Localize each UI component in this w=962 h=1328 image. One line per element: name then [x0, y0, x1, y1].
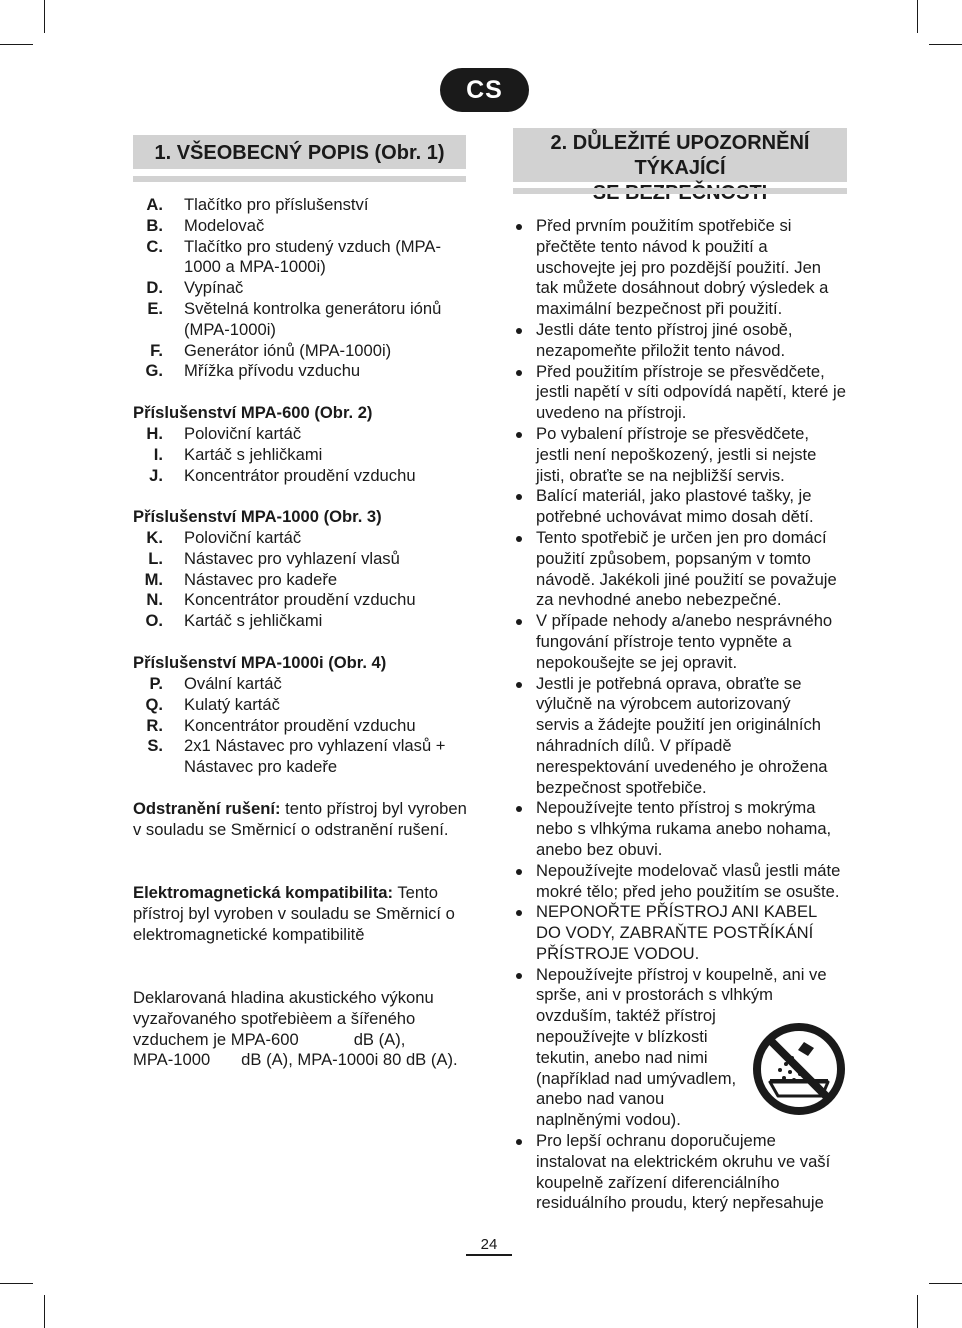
accessories-1000-title: Příslušenství MPA-1000 (Obr. 3): [133, 507, 382, 526]
item-text: Tlačítko pro příslušenství: [184, 195, 369, 214]
list-item: Balící materiál, jako plastové tašky, je potřebné uchovávat mimo dosah dětí.: [513, 486, 853, 528]
list-item: [133, 611, 467, 632]
accessories-600-list: [133, 424, 467, 486]
noise-model: MPA-1000: [133, 1050, 211, 1070]
list-item: [133, 549, 467, 570]
list-item: [133, 299, 467, 341]
item-text: Kartáč s jehličkami: [184, 444, 323, 464]
crop-mark: [0, 1283, 33, 1284]
section-1-title: 1. VŠEOBECNÝ POPIS (Obr. 1): [133, 135, 466, 169]
emc-text: Tento přístroj byl vyroben v souladu se Směrnicí o elektromagnetické kompatibilitě: [133, 883, 455, 944]
item-letter: O.: [145, 611, 163, 631]
list-item: Pro lepší ochranu doporučujeme instalovat na elektrickém okruhu ve vaší koupelně zařízení diferenciálního residuálního proudu, který nepřesahuje: [513, 1131, 853, 1214]
list-item: [133, 736, 467, 778]
interference-text: tento přístroj byl vyroben v souladu se Směrnicí o odstranění rušení.: [133, 799, 467, 839]
interference-label: Odstranění rušení:: [133, 799, 281, 818]
list-item: Nepoužívejte modelovač vlasů jestli máte mokré tělo; před jeho použitím se osušte.: [513, 861, 853, 903]
list-item: Jestli je potřebná oprava, obraťte se výlučně na výrobcem autorizovaný servis a žádejte použití jen originálních náhradních dílů. V případě nerespektování uvedeného je ohrožena bezpečnost spotřebiče.: [513, 674, 853, 799]
item-letter: Q.: [145, 694, 163, 714]
item-letter: B.: [146, 215, 163, 235]
list-item: Jestli dáte tento přístroj jiné osobě, nezapomeňte přiložit tento návod.: [513, 320, 853, 362]
list-item: [133, 361, 467, 382]
item-text: Koncentrátor proudění vzduchu: [184, 715, 416, 735]
item-text: Kartáč s jehličkami: [184, 611, 323, 631]
list-item: [133, 716, 467, 737]
noise-paragraph: [133, 988, 467, 1071]
item-letter: L.: [148, 548, 163, 568]
item-letter: E.: [147, 298, 163, 318]
list-item: Před použitím přístroje se přesvědčete, jestli napětí v síti odpovídá napětí, které je uvedeno na přístroji.: [513, 362, 853, 424]
accessories-1000i-list: [133, 674, 467, 778]
section-2-title: [513, 128, 847, 182]
accessories-1000i-title: Příslušenství MPA-1000i (Obr. 4): [133, 653, 387, 672]
item-letter: S.: [147, 736, 163, 756]
bath-warning-text: Nepoužívejte přístroj v koupelně, ani ve sprše, ani v prostorách s vlhkým: [536, 964, 827, 1005]
section-2-rule: [513, 188, 847, 194]
bath-warning-text-narrow: ovzduším, taktéž přístroj nepoužívejte v blízkosti tekutin, anebo nad nimi (například nad umývadlem, anebo nad vanou naplněnými vodou).: [536, 1006, 737, 1130]
item-letter: M.: [144, 569, 163, 589]
list-item: [133, 674, 467, 695]
section-2-title-line: 2. DŮLEŽITÉ UPOZORNĚNÍ TÝKAJÍCÍ: [550, 132, 810, 179]
item-letter: F.: [150, 340, 163, 360]
crop-mark: [929, 44, 962, 45]
item-text: Světelná kontrolka generátoru iónů (MPA-1000i): [184, 298, 442, 339]
item-text: Poloviční kartáč: [184, 424, 302, 443]
list-item: Tento spotřebič je určen jen pro domácí použití způsobem, popsaným v tomto návodě. Jakékoli jiné použití se považuje za nevhodné anebo nebezpečné.: [513, 528, 853, 611]
item-letter: R.: [146, 715, 163, 735]
item-letter: D.: [146, 278, 163, 298]
list-item: [133, 237, 467, 279]
section-1-rule: [133, 176, 466, 182]
item-letter: N.: [146, 590, 163, 610]
list-item: NEPONOŘTE PŘÍSTROJ ANI KABEL DO VODY, ZABRAŇTE POSTŘÍKÁNÍ PŘÍSTROJE VODOU.: [513, 902, 853, 964]
item-letter: J.: [149, 465, 163, 485]
noise-value: dB (A), MPA-1000i 80 dB (A).: [241, 1050, 458, 1070]
page-number-rule: [466, 1254, 512, 1256]
list-item: Nepoužívejte tento přístroj s mokrýma nebo s vlhkýma rukama anebo nohama, anebo bez obuvi.: [513, 798, 853, 860]
item-letter: A.: [146, 195, 163, 214]
item-text: Koncentrátor proudění vzduchu: [184, 590, 416, 610]
crop-mark: [929, 1283, 962, 1284]
item-text: Ovální kartáč: [184, 674, 282, 693]
item-text: Kulatý kartáč: [184, 694, 280, 714]
item-letter: P.: [149, 674, 163, 693]
list-item: V případe nehody a/anebo nesprávného fungování přístroje tento vypněte a nepokoušejte se jej opravit.: [513, 611, 853, 673]
noise-line: Deklarovaná hladina akustického výkonu vyzařovaného spotřebièem a šířeného: [133, 988, 434, 1028]
noise-line: [133, 1030, 467, 1051]
item-text: Nástavec pro vyhlazení vlasů: [184, 548, 400, 568]
parts-list: [133, 195, 467, 382]
crop-mark: [44, 1295, 45, 1328]
list-item: [133, 216, 467, 237]
emc-paragraph: [133, 883, 467, 945]
item-text: 2x1 Nástavec pro vyhlazení vlasů + Nástavec pro kadeře: [184, 736, 446, 777]
item-letter: G.: [145, 361, 163, 381]
item-text: Koncentrátor proudění vzduchu: [184, 465, 416, 485]
no-shower-bath-icon: [752, 1022, 846, 1116]
list-item: Před prvním použitím spotřebiče si přečtěte tento návod k použití a uschovejte jej pro pozdější použití. Jen tak můžete dosáhnout dobrý výsledek a maximální bezpečnost při použití.: [513, 216, 853, 320]
noise-line: [133, 1050, 467, 1071]
item-text: Poloviční kartáč: [184, 528, 302, 547]
item-letter: H.: [146, 424, 163, 443]
list-item: [133, 424, 467, 445]
list-item: [133, 278, 467, 299]
list-item: [133, 195, 467, 216]
item-text: Vypínač: [184, 278, 244, 298]
item-text: Mřížka přívodu vzduchu: [184, 361, 361, 381]
interference-paragraph: [133, 799, 467, 841]
list-item: [133, 528, 467, 549]
item-text: Nástavec pro kadeře: [184, 569, 338, 589]
item-letter: K.: [146, 528, 163, 547]
noise-model: vzduchem je MPA-600: [133, 1029, 299, 1049]
list-item: [133, 590, 467, 611]
item-text: Generátor iónů (MPA-1000i): [184, 340, 392, 360]
crop-mark: [917, 0, 918, 33]
list-item: [133, 695, 467, 716]
item-letter: I.: [153, 444, 163, 464]
accessories-600-title: Příslušenství MPA-600 (Obr. 2): [133, 403, 373, 422]
crop-mark: [0, 44, 33, 45]
emc-label: Elektromagnetická kompatibilita:: [133, 883, 394, 902]
page-number: 24: [480, 1236, 498, 1253]
noise-value: dB (A),: [353, 1029, 406, 1049]
item-text: Tlačítko pro studený vzduch (MPA-1000 a MPA-1000i): [184, 236, 441, 277]
list-item: [133, 445, 467, 466]
crop-mark: [917, 1295, 918, 1328]
accessories-1000-list: [133, 528, 467, 632]
list-item: [133, 466, 467, 487]
list-item: [133, 570, 467, 591]
list-item: [133, 341, 467, 362]
crop-mark: [44, 0, 45, 33]
list-item: Po vybalení přístroje se přesvědčete, jestli není nepoškozený, jestli si nejste jisti, obraťte se na nejbližší servis.: [513, 424, 853, 486]
language-badge: CS: [440, 68, 529, 112]
item-letter: C.: [146, 236, 163, 256]
item-text: Modelovač: [184, 215, 265, 235]
